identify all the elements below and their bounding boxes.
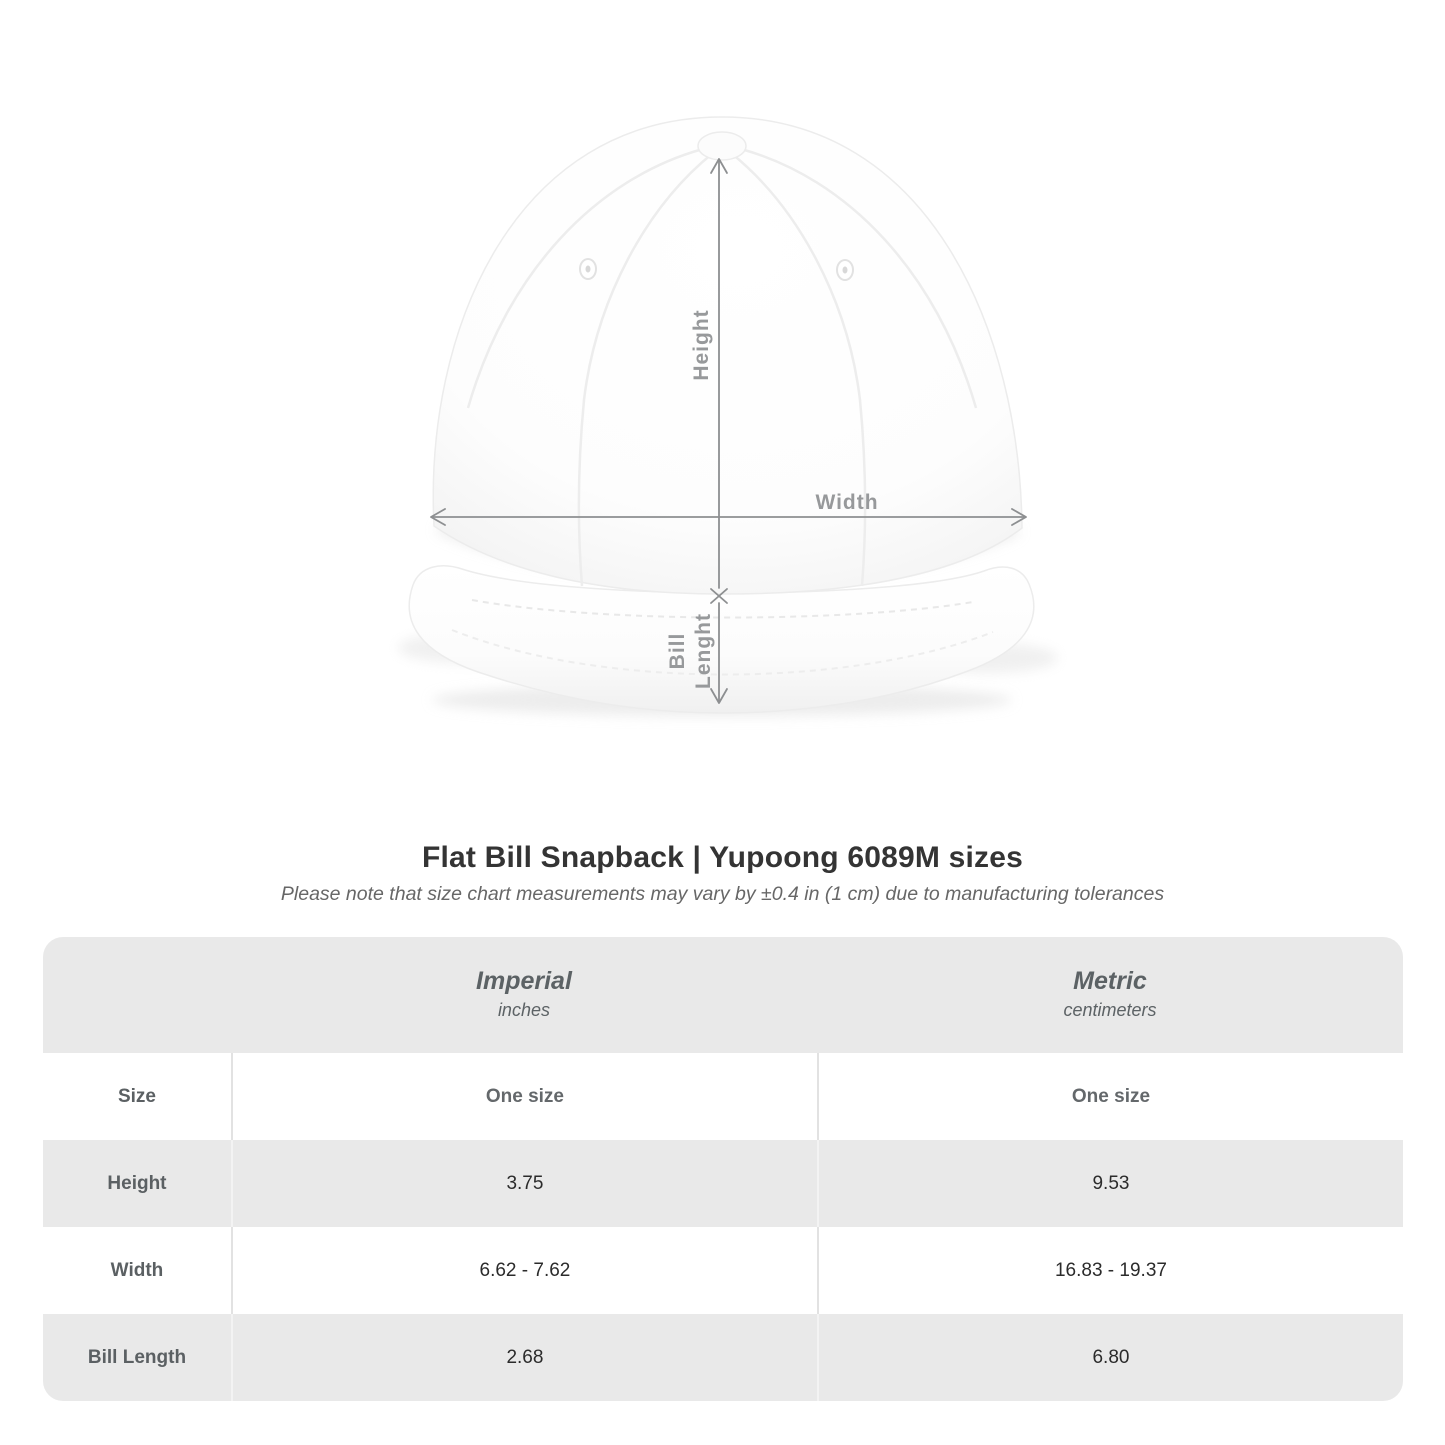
bill-length-dimension-label-line1: Bill bbox=[666, 632, 689, 670]
table-row-height bbox=[43, 1140, 1403, 1227]
height-dimension-label: Height bbox=[690, 309, 713, 381]
metric-value: One size bbox=[817, 1053, 1403, 1140]
imperial-value: 6.62 - 7.62 bbox=[231, 1227, 817, 1314]
row-label: Bill Length bbox=[87, 1346, 187, 1368]
hat-eyelet-right bbox=[837, 260, 853, 280]
metric-value: 16.83 - 19.37 bbox=[817, 1227, 1403, 1314]
imperial-column-title: Imperial bbox=[476, 967, 572, 995]
row-label: Height bbox=[107, 1172, 167, 1194]
page-title: Flat Bill Snapback | Yupoong 6089M sizes bbox=[421, 841, 1023, 874]
metric-value: 9.53 bbox=[817, 1140, 1403, 1227]
table-row-size bbox=[43, 1053, 1403, 1140]
page-subtitle: Please note that size chart measurements may vary by ±0.4 in (1 cm) due to manufacturing tolerances bbox=[280, 883, 1165, 905]
hat-crown bbox=[433, 117, 1022, 594]
size-column-spacer bbox=[43, 937, 231, 1053]
table-row-width bbox=[43, 1227, 1403, 1314]
bill-length-dimension-label-line2: Lenght bbox=[692, 613, 715, 689]
imperial-column-unit: inches bbox=[497, 1000, 550, 1020]
metric-column-unit: centimeters bbox=[1063, 1000, 1157, 1020]
imperial-value: 2.68 bbox=[231, 1314, 817, 1401]
imperial-value: One size bbox=[231, 1053, 817, 1140]
imperial-value: 3.75 bbox=[231, 1140, 817, 1227]
width-dimension-label: Width bbox=[815, 491, 879, 514]
metric-column-header bbox=[817, 937, 1403, 1053]
metric-column-title: Metric bbox=[1073, 967, 1147, 995]
table-row-bill-length bbox=[43, 1314, 1403, 1401]
row-label: Width bbox=[110, 1259, 164, 1281]
row-label: Size bbox=[117, 1085, 156, 1107]
metric-value: 6.80 bbox=[817, 1314, 1403, 1401]
imperial-column-header bbox=[231, 937, 817, 1053]
size-table-header bbox=[43, 937, 1403, 1053]
size-table bbox=[43, 937, 1403, 1401]
hat-eyelet-left bbox=[580, 259, 596, 279]
hat-button bbox=[698, 132, 746, 160]
